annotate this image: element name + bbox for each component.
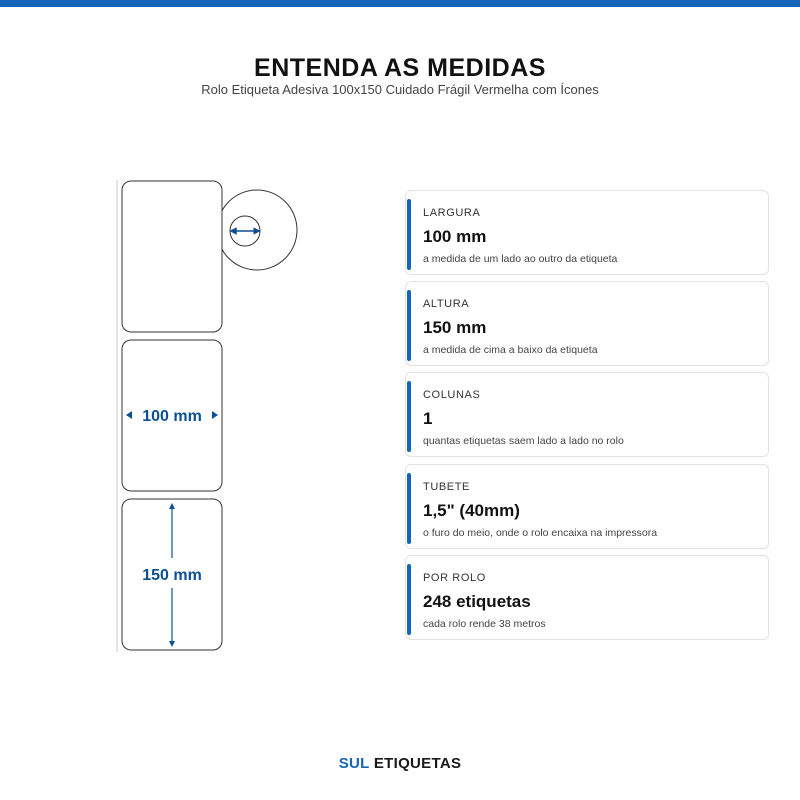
spec-card-altura: [405, 281, 769, 366]
brand-part-etiquetas: ETIQUETAS: [373, 755, 462, 772]
width-dimension-label: 100 mm: [142, 408, 202, 425]
spec-card-por-rolo: [405, 555, 769, 640]
spec-description: a medida de cima a baixo da etiqueta: [423, 344, 598, 356]
spec-value: 1: [423, 409, 433, 428]
spec-value: 1,5" (40mm): [423, 501, 520, 520]
spec-description: quantas etiquetas saem lado a lado no rolo: [423, 435, 624, 447]
spec-description: o furo do meio, onde o rolo encaixa na impressora: [423, 527, 658, 539]
spec-value: 248 etiquetas: [423, 592, 531, 611]
brand-logo: [0, 755, 800, 772]
spec-label: TUBETE: [423, 481, 470, 493]
label-top: [122, 181, 222, 332]
card-accent: [407, 564, 411, 635]
spec-card-colunas: [405, 372, 769, 457]
spec-description: cada rolo rende 38 metros: [423, 618, 546, 630]
page-subtitle: Rolo Etiqueta Adesiva 100x150 Cuidado Frágil Vermelha com Ícones: [201, 82, 599, 97]
spec-label: ALTURA: [423, 298, 470, 310]
brand-part-sul: SUL: [338, 755, 370, 772]
spec-card-tubete: [405, 464, 769, 549]
spec-label: COLUNAS: [423, 389, 481, 401]
card-accent: [407, 473, 411, 544]
card-accent: [407, 290, 411, 361]
spec-value: 100 mm: [423, 227, 487, 246]
card-accent: [407, 381, 411, 452]
height-dimension-label: 150 mm: [142, 567, 202, 584]
card-accent: [407, 199, 411, 270]
spec-label: LARGURA: [423, 207, 481, 219]
spec-card-largura: [405, 190, 769, 275]
spec-value: 150 mm: [423, 318, 487, 337]
spec-label: POR ROLO: [423, 572, 486, 584]
spec-description: a medida de um lado ao outro da etiqueta: [423, 253, 618, 265]
page-title: ENTENDA AS MEDIDAS: [254, 54, 546, 82]
